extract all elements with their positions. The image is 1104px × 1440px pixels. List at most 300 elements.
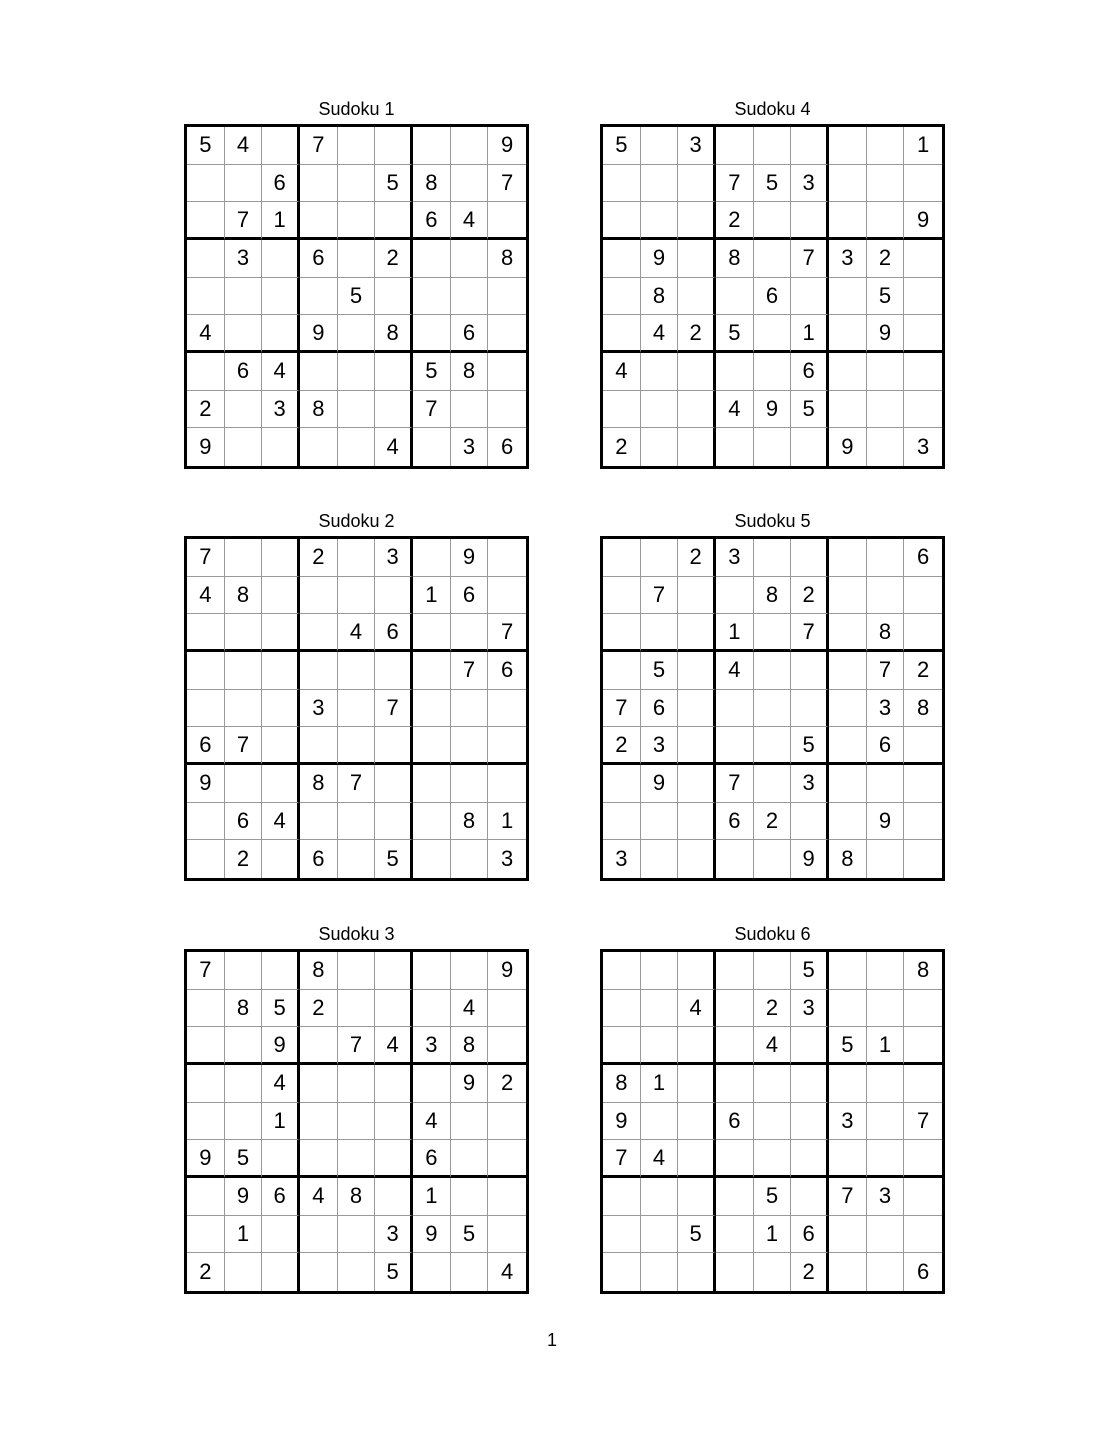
sudoku-cell: 7 bbox=[488, 165, 526, 203]
sudoku-cell bbox=[904, 391, 942, 429]
sudoku-cell bbox=[225, 539, 263, 577]
sudoku-cell: 7 bbox=[300, 127, 338, 165]
sudoku-cell: 3 bbox=[375, 1216, 413, 1254]
sudoku-cell bbox=[413, 614, 451, 652]
sudoku-cell bbox=[603, 1178, 641, 1216]
sudoku-cell bbox=[603, 952, 641, 990]
sudoku-cell: 4 bbox=[451, 990, 489, 1028]
sudoku-3 bbox=[184, 924, 529, 1294]
sudoku-cell bbox=[603, 990, 641, 1028]
sudoku-cell: 9 bbox=[641, 765, 679, 803]
sudoku-cell: 8 bbox=[754, 577, 792, 615]
sudoku-cell bbox=[904, 803, 942, 841]
sudoku-cell: 6 bbox=[225, 803, 263, 841]
sudoku-cell: 2 bbox=[791, 577, 829, 615]
sudoku-cell: 1 bbox=[262, 1103, 300, 1141]
sudoku-cell: 7 bbox=[829, 1178, 867, 1216]
sudoku-cell bbox=[791, 1027, 829, 1065]
sudoku-cell bbox=[262, 315, 300, 353]
sudoku-cell bbox=[451, 165, 489, 203]
sudoku-cell bbox=[678, 353, 716, 391]
sudoku-cell bbox=[641, 840, 679, 878]
sudoku-cell bbox=[338, 727, 376, 765]
sudoku-cell bbox=[754, 315, 792, 353]
sudoku-cell bbox=[829, 539, 867, 577]
sudoku-cell bbox=[829, 1253, 867, 1291]
sudoku-cell: 6 bbox=[716, 803, 754, 841]
sudoku-cell bbox=[678, 952, 716, 990]
sudoku-cell: 7 bbox=[791, 614, 829, 652]
sudoku-cell: 2 bbox=[300, 990, 338, 1028]
sudoku-cell: 7 bbox=[413, 391, 451, 429]
sudoku-cell bbox=[225, 1253, 263, 1291]
sudoku-cell: 7 bbox=[791, 240, 829, 278]
sudoku-cell bbox=[488, 1216, 526, 1254]
sudoku-cell bbox=[187, 990, 225, 1028]
sudoku-cell: 2 bbox=[225, 840, 263, 878]
sudoku-cell: 9 bbox=[262, 1027, 300, 1065]
sudoku-cell bbox=[641, 127, 679, 165]
sudoku-cell bbox=[678, 1027, 716, 1065]
sudoku-cell: 4 bbox=[225, 127, 263, 165]
sudoku-cell: 6 bbox=[187, 727, 225, 765]
sudoku-cell: 3 bbox=[413, 1027, 451, 1065]
sudoku-5 bbox=[600, 511, 945, 881]
sudoku-cell bbox=[225, 315, 263, 353]
sudoku-cell bbox=[488, 990, 526, 1028]
sudoku-cell bbox=[187, 614, 225, 652]
sudoku-cell bbox=[338, 240, 376, 278]
puzzle-title: Sudoku 4 bbox=[734, 99, 811, 119]
sudoku-cell bbox=[451, 690, 489, 728]
sudoku-cell: 9 bbox=[904, 202, 942, 240]
sudoku-cell: 3 bbox=[791, 990, 829, 1028]
sudoku-cell: 3 bbox=[225, 240, 263, 278]
sudoku-cell bbox=[300, 165, 338, 203]
sudoku-cell bbox=[754, 614, 792, 652]
sudoku-cell bbox=[829, 727, 867, 765]
sudoku-cell bbox=[678, 240, 716, 278]
sudoku-cell bbox=[829, 1216, 867, 1254]
sudoku-cell bbox=[791, 1103, 829, 1141]
sudoku-cell bbox=[451, 840, 489, 878]
sudoku-cell bbox=[754, 727, 792, 765]
sudoku-cell: 3 bbox=[300, 690, 338, 728]
sudoku-cell bbox=[488, 1178, 526, 1216]
sudoku-cell: 7 bbox=[904, 1103, 942, 1141]
sudoku-4 bbox=[600, 99, 945, 469]
sudoku-cell bbox=[338, 803, 376, 841]
sudoku-cell bbox=[829, 1065, 867, 1103]
sudoku-cell bbox=[678, 690, 716, 728]
sudoku-cell bbox=[791, 539, 829, 577]
sudoku-cell bbox=[338, 539, 376, 577]
sudoku-cell: 3 bbox=[375, 539, 413, 577]
sudoku-cell: 4 bbox=[641, 315, 679, 353]
sudoku-cell bbox=[904, 315, 942, 353]
sudoku-cell: 6 bbox=[413, 1140, 451, 1178]
sudoku-cell: 2 bbox=[716, 202, 754, 240]
sudoku-cell bbox=[716, 1178, 754, 1216]
sudoku-cell: 5 bbox=[791, 391, 829, 429]
sudoku-cell bbox=[300, 803, 338, 841]
sudoku-grid bbox=[600, 949, 945, 1294]
sudoku-cell: 2 bbox=[754, 803, 792, 841]
sudoku-cell: 3 bbox=[829, 1103, 867, 1141]
sudoku-cell bbox=[413, 765, 451, 803]
sudoku-cell bbox=[641, 428, 679, 466]
sudoku-cell: 5 bbox=[791, 727, 829, 765]
sudoku-cell: 5 bbox=[225, 1140, 263, 1178]
sudoku-cell: 9 bbox=[488, 127, 526, 165]
sudoku-cell: 4 bbox=[338, 614, 376, 652]
sudoku-cell bbox=[187, 840, 225, 878]
sudoku-cell bbox=[867, 990, 905, 1028]
sudoku-cell bbox=[603, 614, 641, 652]
sudoku-cell bbox=[678, 428, 716, 466]
sudoku-cell: 5 bbox=[754, 1178, 792, 1216]
sudoku-cell: 7 bbox=[338, 1027, 376, 1065]
sudoku-cell bbox=[262, 1253, 300, 1291]
sudoku-cell bbox=[678, 278, 716, 316]
sudoku-cell: 8 bbox=[904, 952, 942, 990]
sudoku-cell bbox=[641, 1103, 679, 1141]
sudoku-cell bbox=[488, 278, 526, 316]
sudoku-cell bbox=[300, 1253, 338, 1291]
sudoku-cell: 6 bbox=[451, 577, 489, 615]
sudoku-cell: 9 bbox=[867, 315, 905, 353]
sudoku-cell bbox=[488, 539, 526, 577]
sudoku-cell bbox=[375, 391, 413, 429]
sudoku-cell bbox=[678, 165, 716, 203]
sudoku-cell: 4 bbox=[716, 391, 754, 429]
sudoku-cell bbox=[791, 652, 829, 690]
sudoku-cell bbox=[300, 428, 338, 466]
sudoku-cell bbox=[187, 1027, 225, 1065]
sudoku-cell bbox=[603, 240, 641, 278]
sudoku-cell bbox=[678, 1140, 716, 1178]
sudoku-cell: 2 bbox=[791, 1253, 829, 1291]
sudoku-cell bbox=[262, 727, 300, 765]
sudoku-cell: 9 bbox=[300, 315, 338, 353]
sudoku-cell bbox=[338, 1216, 376, 1254]
sudoku-cell bbox=[603, 165, 641, 203]
sudoku-cell bbox=[829, 278, 867, 316]
sudoku-cell: 5 bbox=[791, 952, 829, 990]
sudoku-cell: 5 bbox=[829, 1027, 867, 1065]
sudoku-cell: 8 bbox=[451, 803, 489, 841]
sudoku-cell bbox=[338, 1140, 376, 1178]
sudoku-cell bbox=[187, 353, 225, 391]
sudoku-cell bbox=[338, 840, 376, 878]
sudoku-cell: 8 bbox=[300, 952, 338, 990]
sudoku-cell: 6 bbox=[791, 1216, 829, 1254]
sudoku-cell: 8 bbox=[488, 240, 526, 278]
sudoku-cell: 7 bbox=[187, 952, 225, 990]
sudoku-cell bbox=[338, 1065, 376, 1103]
sudoku-cell bbox=[904, 278, 942, 316]
sudoku-cell: 3 bbox=[451, 428, 489, 466]
sudoku-cell: 9 bbox=[451, 1065, 489, 1103]
sudoku-cell bbox=[716, 840, 754, 878]
sudoku-cell bbox=[413, 727, 451, 765]
sudoku-cell bbox=[791, 1178, 829, 1216]
sudoku-cell bbox=[829, 690, 867, 728]
sudoku-cell bbox=[338, 652, 376, 690]
sudoku-cell: 7 bbox=[375, 690, 413, 728]
sudoku-cell: 4 bbox=[187, 577, 225, 615]
sudoku-cell bbox=[187, 1216, 225, 1254]
sudoku-cell bbox=[375, 202, 413, 240]
sudoku-cell bbox=[678, 652, 716, 690]
puzzle-title: Sudoku 5 bbox=[734, 511, 811, 531]
sudoku-cell: 8 bbox=[904, 690, 942, 728]
sudoku-cell: 3 bbox=[917, 434, 930, 460]
sudoku-cell: 4 bbox=[375, 428, 413, 466]
sudoku-cell bbox=[187, 278, 225, 316]
sudoku-cell bbox=[225, 278, 263, 316]
sudoku-cell bbox=[867, 391, 905, 429]
sudoku-cell: 6 bbox=[300, 240, 338, 278]
sudoku-cell: 9 bbox=[791, 840, 829, 878]
page-number: 1 bbox=[546, 1330, 557, 1350]
sudoku-cell: 2 bbox=[187, 391, 225, 429]
sudoku-cell bbox=[225, 765, 263, 803]
sudoku-cell bbox=[716, 353, 754, 391]
sudoku-cell bbox=[300, 278, 338, 316]
sudoku-cell: 6 bbox=[867, 727, 905, 765]
sudoku-cell bbox=[641, 614, 679, 652]
sudoku-cell bbox=[603, 539, 641, 577]
sudoku-cell bbox=[904, 840, 942, 878]
sudoku-cell: 5 bbox=[262, 990, 300, 1028]
sudoku-cell bbox=[225, 428, 263, 466]
sudoku-cell bbox=[867, 202, 905, 240]
sudoku-cell: 3 bbox=[716, 539, 754, 577]
sudoku-cell bbox=[791, 202, 829, 240]
sudoku-cell bbox=[603, 1216, 641, 1254]
sudoku-cell bbox=[187, 1103, 225, 1141]
sudoku-cell bbox=[716, 428, 754, 466]
sudoku-cell bbox=[413, 840, 451, 878]
sudoku-cell bbox=[641, 1216, 679, 1254]
sudoku-cell: 6 bbox=[917, 1259, 930, 1285]
sudoku-cell: 6 bbox=[488, 652, 526, 690]
sudoku-cell: 5 bbox=[375, 1253, 413, 1291]
sudoku-cell bbox=[904, 990, 942, 1028]
sudoku-cell: 8 bbox=[716, 240, 754, 278]
sudoku-cell bbox=[716, 1216, 754, 1254]
sudoku-cell bbox=[451, 127, 489, 165]
sudoku-2 bbox=[184, 511, 529, 881]
sudoku-cell bbox=[375, 577, 413, 615]
sudoku-cell: 1 bbox=[413, 577, 451, 615]
sudoku-cell bbox=[300, 1140, 338, 1178]
sudoku-cell bbox=[641, 165, 679, 203]
sudoku-cell bbox=[375, 1178, 413, 1216]
sudoku-cell bbox=[338, 1103, 376, 1141]
sudoku-cell bbox=[678, 1178, 716, 1216]
sudoku-cell bbox=[754, 1103, 792, 1141]
sudoku-cell bbox=[678, 803, 716, 841]
sudoku-cell bbox=[225, 1065, 263, 1103]
sudoku-cell bbox=[451, 278, 489, 316]
sudoku-cell bbox=[829, 202, 867, 240]
sudoku-cell bbox=[375, 353, 413, 391]
sudoku-cell bbox=[300, 202, 338, 240]
sudoku-cell: 7 bbox=[716, 765, 754, 803]
sudoku-cell: 4 bbox=[187, 315, 225, 353]
sudoku-cell bbox=[413, 278, 451, 316]
sudoku-cell bbox=[451, 952, 489, 990]
sudoku-cell bbox=[829, 803, 867, 841]
sudoku-cell: 6 bbox=[413, 202, 451, 240]
sudoku-cell bbox=[641, 353, 679, 391]
sudoku-cell bbox=[338, 353, 376, 391]
sudoku-cell bbox=[187, 803, 225, 841]
sudoku-cell bbox=[451, 614, 489, 652]
sudoku-cell bbox=[187, 652, 225, 690]
sudoku-cell bbox=[225, 952, 263, 990]
sudoku-cell: 3 bbox=[791, 765, 829, 803]
sudoku-cell bbox=[829, 990, 867, 1028]
sudoku-cell: 6 bbox=[262, 1178, 300, 1216]
sudoku-cell bbox=[754, 428, 792, 466]
sudoku-cell bbox=[300, 727, 338, 765]
sudoku-cell bbox=[716, 1140, 754, 1178]
sudoku-cell bbox=[225, 614, 263, 652]
sudoku-cell bbox=[904, 353, 942, 391]
sudoku-cell: 1 bbox=[904, 127, 942, 165]
sudoku-cell bbox=[187, 165, 225, 203]
sudoku-cell bbox=[754, 840, 792, 878]
sudoku-cell bbox=[225, 652, 263, 690]
sudoku-cell bbox=[262, 1140, 300, 1178]
sudoku-cell bbox=[791, 1065, 829, 1103]
sudoku-cell: 7 bbox=[603, 690, 641, 728]
sudoku-cell bbox=[225, 690, 263, 728]
sudoku-cell bbox=[829, 614, 867, 652]
sudoku-cell bbox=[488, 315, 526, 353]
puzzle-title: Sudoku 3 bbox=[318, 924, 395, 944]
sudoku-cell bbox=[867, 1103, 905, 1141]
sudoku-cell bbox=[300, 614, 338, 652]
sudoku-cell: 9 bbox=[187, 1140, 225, 1178]
sudoku-cell bbox=[829, 765, 867, 803]
sudoku-cell bbox=[451, 1103, 489, 1141]
sudoku-cell: 9 bbox=[829, 428, 867, 466]
sudoku-cell bbox=[716, 727, 754, 765]
sudoku-cell: 3 bbox=[603, 840, 641, 878]
sudoku-cell bbox=[603, 803, 641, 841]
sudoku-cell: 9 bbox=[451, 539, 489, 577]
sudoku-cell bbox=[867, 1140, 905, 1178]
sudoku-cell bbox=[791, 690, 829, 728]
sudoku-cell bbox=[716, 1027, 754, 1065]
sudoku-cell bbox=[867, 765, 905, 803]
sudoku-cell bbox=[791, 1140, 829, 1178]
sudoku-cell bbox=[716, 1253, 754, 1291]
sudoku-cell bbox=[375, 803, 413, 841]
sudoku-cell bbox=[867, 353, 905, 391]
sudoku-cell: 4 bbox=[262, 803, 300, 841]
sudoku-cell: 5 bbox=[641, 652, 679, 690]
sudoku-cell: 9 bbox=[867, 803, 905, 841]
sudoku-cell bbox=[829, 165, 867, 203]
sudoku-cell bbox=[603, 391, 641, 429]
sudoku-cell: 7 bbox=[603, 1140, 641, 1178]
sudoku-cell bbox=[488, 727, 526, 765]
sudoku-cell: 4 bbox=[451, 202, 489, 240]
sudoku-cell: 3 bbox=[791, 165, 829, 203]
sudoku-cell bbox=[375, 727, 413, 765]
sudoku-cell bbox=[413, 240, 451, 278]
sudoku-cell bbox=[867, 1216, 905, 1254]
sudoku-cell: 8 bbox=[867, 614, 905, 652]
sudoku-cell bbox=[300, 1216, 338, 1254]
sudoku-cell bbox=[451, 765, 489, 803]
sudoku-cell bbox=[262, 840, 300, 878]
sudoku-cell: 7 bbox=[451, 652, 489, 690]
sudoku-cell bbox=[678, 727, 716, 765]
sudoku-cell: 4 bbox=[678, 990, 716, 1028]
sudoku-cell bbox=[413, 652, 451, 690]
sudoku-cell bbox=[754, 353, 792, 391]
sudoku-cell bbox=[829, 1140, 867, 1178]
sudoku-cell bbox=[300, 1065, 338, 1103]
sudoku-cell bbox=[338, 428, 376, 466]
sudoku-cell bbox=[603, 315, 641, 353]
sudoku-cell bbox=[867, 1253, 905, 1291]
puzzle-title: Sudoku 2 bbox=[318, 511, 395, 531]
sudoku-cell bbox=[262, 278, 300, 316]
sudoku-cell: 3 bbox=[501, 846, 514, 872]
sudoku-cell bbox=[225, 1027, 263, 1065]
sudoku-cell bbox=[413, 1253, 451, 1291]
sudoku-cell bbox=[338, 1253, 376, 1291]
sudoku-cell: 6 bbox=[501, 434, 514, 460]
sudoku-cell: 8 bbox=[225, 990, 263, 1028]
sudoku-cell: 2 bbox=[300, 539, 338, 577]
sudoku-cell bbox=[262, 952, 300, 990]
sudoku-cell: 7 bbox=[488, 614, 526, 652]
sudoku-cell bbox=[867, 127, 905, 165]
sudoku-1 bbox=[184, 99, 529, 469]
sudoku-cell bbox=[904, 1027, 942, 1065]
sudoku-cell: 3 bbox=[829, 240, 867, 278]
sudoku-cell: 1 bbox=[488, 803, 526, 841]
sudoku-cell: 6 bbox=[716, 1103, 754, 1141]
sudoku-cell bbox=[754, 127, 792, 165]
sudoku-cell bbox=[451, 727, 489, 765]
sudoku-cell bbox=[867, 952, 905, 990]
sudoku-cell: 7 bbox=[338, 765, 376, 803]
sudoku-cell bbox=[488, 690, 526, 728]
sudoku-cell: 7 bbox=[225, 202, 263, 240]
sudoku-cell bbox=[488, 1140, 526, 1178]
sudoku-cell bbox=[338, 577, 376, 615]
sudoku-cell bbox=[187, 202, 225, 240]
sudoku-cell: 7 bbox=[225, 727, 263, 765]
sudoku-6 bbox=[600, 924, 945, 1294]
sudoku-cell bbox=[300, 353, 338, 391]
sudoku-cell bbox=[716, 127, 754, 165]
sudoku-cell: 7 bbox=[641, 577, 679, 615]
sudoku-cell bbox=[904, 614, 942, 652]
sudoku-cell: 2 bbox=[867, 240, 905, 278]
sudoku-cell bbox=[262, 240, 300, 278]
sudoku-cell bbox=[904, 240, 942, 278]
